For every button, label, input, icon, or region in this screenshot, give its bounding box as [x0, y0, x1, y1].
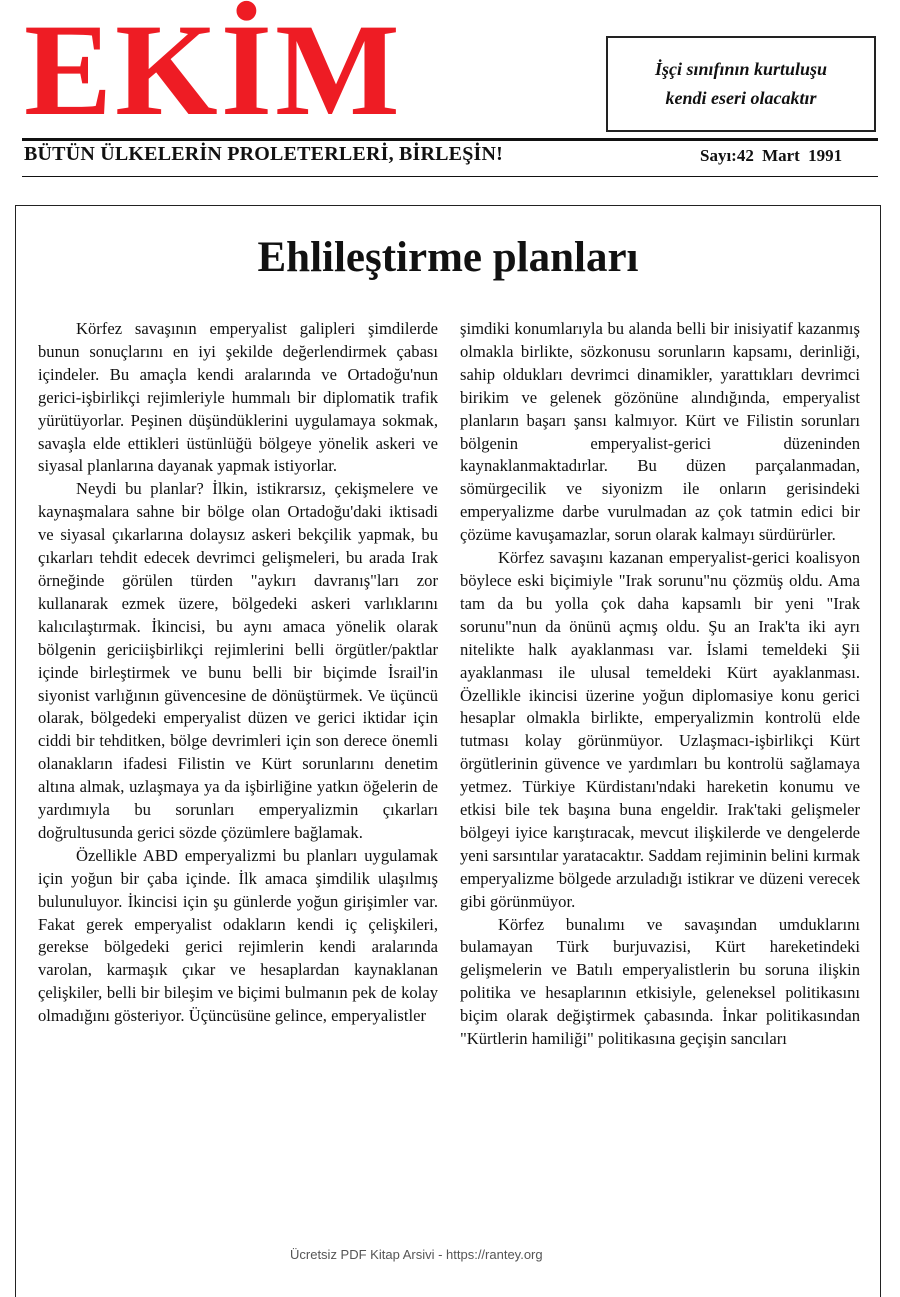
newspaper-logo: EKİM: [24, 0, 403, 143]
slogan: BÜTÜN ÜLKELERİN PROLETERLERİ, BİRLEŞİN!: [24, 143, 504, 165]
motto-line-1: İşçi sınıfının kurtuluşu: [654, 59, 828, 79]
article-column-left: [38, 318, 438, 1028]
motto-line-2: kendi eseri olacaktır: [665, 88, 817, 108]
paragraph: Körfez savaşını kazanan emperyalist-gerici koalisyon böylece eski biçimiyle "Irak sorunu"nu çözmüş oldu. Ama tam da bu yolla çok daha kapsamlı bir yeni "Irak sorunu"nun da önünü açmış oldu. Şu an Irak'ta iki ayrı nitelikte halk ayaklanması var. İslami temeldeki Şii ayaklanması ile ulusal temeldeki Kürt ayaklanması. Özellikle ikincisi üzerine yoğun diplomasiye konu gerici hesaplar olmakla birlikte, emperyalizmin kontrolü elde tutması kolay görünmüyor. Uzlaşmacı-işbirlikçi Kürt örgütlerinin güvence ve yardımları bu kontrolü sağlamaya yetmez. Türkiye Kürdistanı'ndaki hareketin konumu ve etkisi bile tek başına buna engeldir. Irak'taki gelişmeler bölgeyi iyice karıştıracak, mevcut ilişkilerde ve dengelerde yeni sarsıntılar yaratacaktır. Saddam rejiminin belini kırmak emperyalizme bölgede arzuladığı istikrar ve düzeni verecek gibi görünmüyor.: [460, 548, 860, 911]
article-column-right: [460, 318, 860, 1051]
paragraph: Körfez bunalımı ve savaşından umduklarını bulamayan Türk burjuvazisi, Kürt hareketindeki gelişmelerin ve Batılı emperyalistlerin bu soruna ilişkin politika ve hesaplarının etkisiyle, geleneksel politikasını biçim olarak değiştirmek çabasında. İnkar politikasından "Kürtlerin hamiliği" politikasına geçişin sancıları: [460, 914, 860, 1049]
paragraph: Özellikle ABD emperyalizmi bu planları uygulamak için yoğun bir çaba içinde. İlk amaca şimdilik ulaşılmış bulunuluyor. İkincisi için şu günlerde yoğun girişimler var. Fakat gerek emperyalist odakların kendi iç çelişkileri, gerekse bölgedeki gerici rejimlerin kendi aralarında varolan, karmaşık çıkar ve hesaplardan kaynaklanan çelişkiler, belli bir bileşim ve biçimi bulmanın pek de kolay olmadığını gösteriyor. Üçüncüsüne gelince, emperyalistler: [38, 845, 438, 1026]
paragraph: Neydi bu planlar? İlkin, istikrarsız, çekişmelere ve kaynaşmalara sahne bir bölge olan Ortadoğu'daki iktisadi ve siyasal çıkarlarına dolaysız askeri bekçilik yapmak, bu çıkarları tehdit edecek devrimci gelişmeleri, bu arada Irak örneğinde görülen türden "aykırı davranış"ları zor kullanarak ezmek üzere, bölgedeki askeri varlıklarını kalıcılaştırmak. İkincisi, bu aynı amaca yönelik olarak bölgenin gericiişbirlikçi rejimlerini belli örgütler/paktlar içinde birleştirmek ve bunu belli bir biçimde İsrail'in siyonist varlığının güvencesine de dönüştürmek. Ve üçüncü olarak, bölgedeki emperyalist düzen ve gerici iktidar için ciddi bir tehditken, bölge devrimleri için son derece önemli olanakların ifadesi Filistin ve Kürt sorunlarını denetim altına almak, uzlaşmaya ya da işbirliğine yatkın öğelerin de yardımıyla bu sorunları emperyalizmin çıkarları doğrultusunda gerici sözde çözümlere bağlamak.: [38, 479, 438, 842]
motto-box: [606, 36, 876, 132]
paragraph: Körfez savaşının emperyalist galipleri şimdilerde bunun sonuçlarını en iyi şekilde değerlendirmek çabası içindeler. Bu amaçla kendi aralarında ve Ortadoğu'nun gerici-işbirlikçi rejimleriyle hummalı bir diplomatik trafik yürütüyorlar. Peşinen düşündüklerini uygulamaya sokmak, savaşla elde ettikleri üstünlüğü bölgeye yönelik askeri ve siyasal planlarına dayanak yapmak istiyorlar.: [38, 319, 438, 476]
article-title: Ehlileştirme planları: [257, 234, 639, 281]
paragraph: şimdiki konumlarıyla bu alanda belli bir inisiyatif kazanmış olmakla birlikte, sözkonusu sorunların kapsamı, derinliği, sahip oldukları devrimci dinamikler, yarattıkları devrimci birikim ve gelenek gözönüne alındığında, emperyalist planların başarı şansı kalmıyor. Kürt ve Filistin sorunları bölgenin emperyalist-gerici düzeninden kaynaklanmaktadırlar. Bu düzen parçalanmadan, sömürgecilik ve siyonizm ile onların gerisindeki emperyalizme darbe vurulmadan az çok tatmin edici bir çözüme kavuşamazlar, sorun olarak kalmayı sürdürürler.: [460, 319, 860, 545]
masthead: [0, 0, 900, 200]
issue-info: Sayı:42 Mart 1991: [700, 146, 843, 165]
masthead-rule: [22, 138, 878, 141]
watermark-footer: Ücretsiz PDF Kitap Arsivi - https://rantey.org: [290, 1247, 543, 1262]
masthead-bottom-rule: [22, 176, 878, 177]
